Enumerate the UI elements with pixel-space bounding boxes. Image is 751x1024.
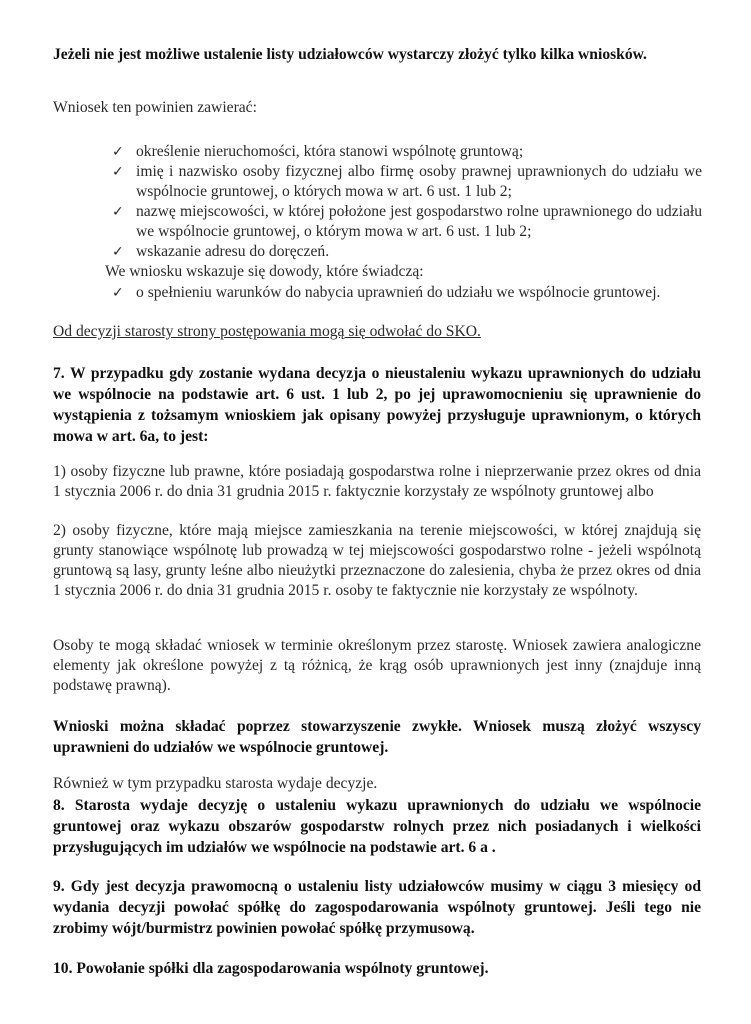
point-1-paragraph: 1) osoby fizyczne lub prawne, które posiadają gospodarstwa rolne i nieprzerwanie przez okres od dnia 1 stycznia 2006 r. do dnia 31 grudnia 2015 r. faktycznie korzystały ze wspólnoty gruntowej albo — [53, 463, 701, 500]
association-bold-paragraph: Wnioski można składać poprzez stowarzyszenie zwykłe. Wniosek muszą złożyć wszyscy uprawnieni do udziałów we wspólnocie gruntowej. — [53, 718, 701, 756]
section-8-paragraph: 8. Starosta wydaje decyzję o ustaleniu wykazu uprawnionych do udziału we wspólnocie gruntowej oraz wykazu obszarów gospodarstw rolnych przez nich posiadanych i wielkości przysługujących im udziałów we wspólnocie na podstawie art. 6 a . — [53, 797, 701, 856]
list-item: ✓ określenie nieruchomości, która stanowi wspólnotę gruntową; — [112, 143, 524, 160]
checkmark-icon: ✓ — [112, 285, 124, 301]
section-7-heading: 7. W przypadku gdy zostanie wydana decyzja o nieustaleniu wykazu uprawnionych do udziału we wspólnocie na podstawie art. 6 ust. 1 lub 2, po jej uprawomocnieniu się uprawnienie do wystąpienia z tożsamym wnioskiem jak opisany powyżej przysługuje uprawnionym, o których mowa w art. 6a, to jest: — [53, 365, 701, 445]
evidence-intro: We wniosku wskazuje się dowody, które świadczą: — [105, 263, 424, 280]
list-item: ✓ imię i nazwisko osoby fizycznej albo firmę osoby prawnej uprawnionych do udziału we wspólnocie gruntowej, o których mowa w art. 6 ust. 1 lub 2; — [112, 163, 702, 200]
checkmark-icon: ✓ — [112, 164, 124, 180]
section-9-paragraph: 9. Gdy jest decyzja prawomocną o ustaleniu listy udziałowców musimy w ciągu 3 miesięcy od wydania decyzji powołać spółkę do zagospodarowania wspólnoty gruntowej. Jeśli tego nie zrobimy wójt/burmistrz powinien powołać spółkę przymusową. — [53, 878, 701, 937]
checklist-request-contents — [110, 142, 702, 262]
appeal-note: Od decyzji starosty strony postępowania mogą się odwołać do SKO. — [53, 323, 481, 340]
checklist-evidence — [110, 283, 702, 303]
checkmark-icon: ✓ — [112, 144, 124, 160]
point-2-paragraph: 2) osoby fizyczne, które mają miejsce zamieszkania na terenie miejscowości, w której znajdują się grunty stanowiące wspólnotę lub prowadzą w tej miejscowości gospodarstwo rolne - jeżeli wspólnotą gruntową są lasy, grunty leśne albo nieużytki przeznaczone do zalesienia, chyba że przez okres od dnia 1 stycznia 2006 r. do dnia 31 grudnia 2015 r. osoby te faktycznie nie korzystały ze wspólnoty. — [53, 522, 701, 599]
list-item: ✓ o spełnieniu warunków do nabycia uprawnień do udziału we wspólnocie gruntowej. — [112, 284, 661, 301]
list-item: ✓ nazwę miejscowości, w której położone jest gospodarstwo rolne uprawnionego do udziału we wspólnocie gruntowej, o którym mowa w art. 6 ust. 1 lub 2; — [112, 203, 702, 240]
also-in-case-line: Również w tym przypadku starosta wydaje decyzje. — [53, 775, 378, 792]
request-should-contain: Wniosek ten powinien zawierać: — [53, 99, 257, 116]
persons-paragraph: Osoby te mogą składać wniosek w terminie określonym przez starostę. Wniosek zawiera analogiczne elementy jak określone powyżej z tą różnicą, że krąg osób uprawnionych jest inny (znajduje inną podstawę prawną). — [53, 637, 701, 694]
checkmark-icon: ✓ — [112, 204, 124, 220]
checkmark-icon: ✓ — [112, 244, 124, 260]
section-10-heading: 10. Powołanie spółki dla zagospodarowania wspólnoty gruntowej. — [53, 960, 489, 977]
intro-bold-paragraph: Jeżeli nie jest możliwe ustalenie listy udziałowców wystarczy złożyć tylko kilka wniosków. — [53, 46, 647, 63]
list-item: ✓ wskazanie adresu do doręczeń. — [112, 243, 330, 260]
